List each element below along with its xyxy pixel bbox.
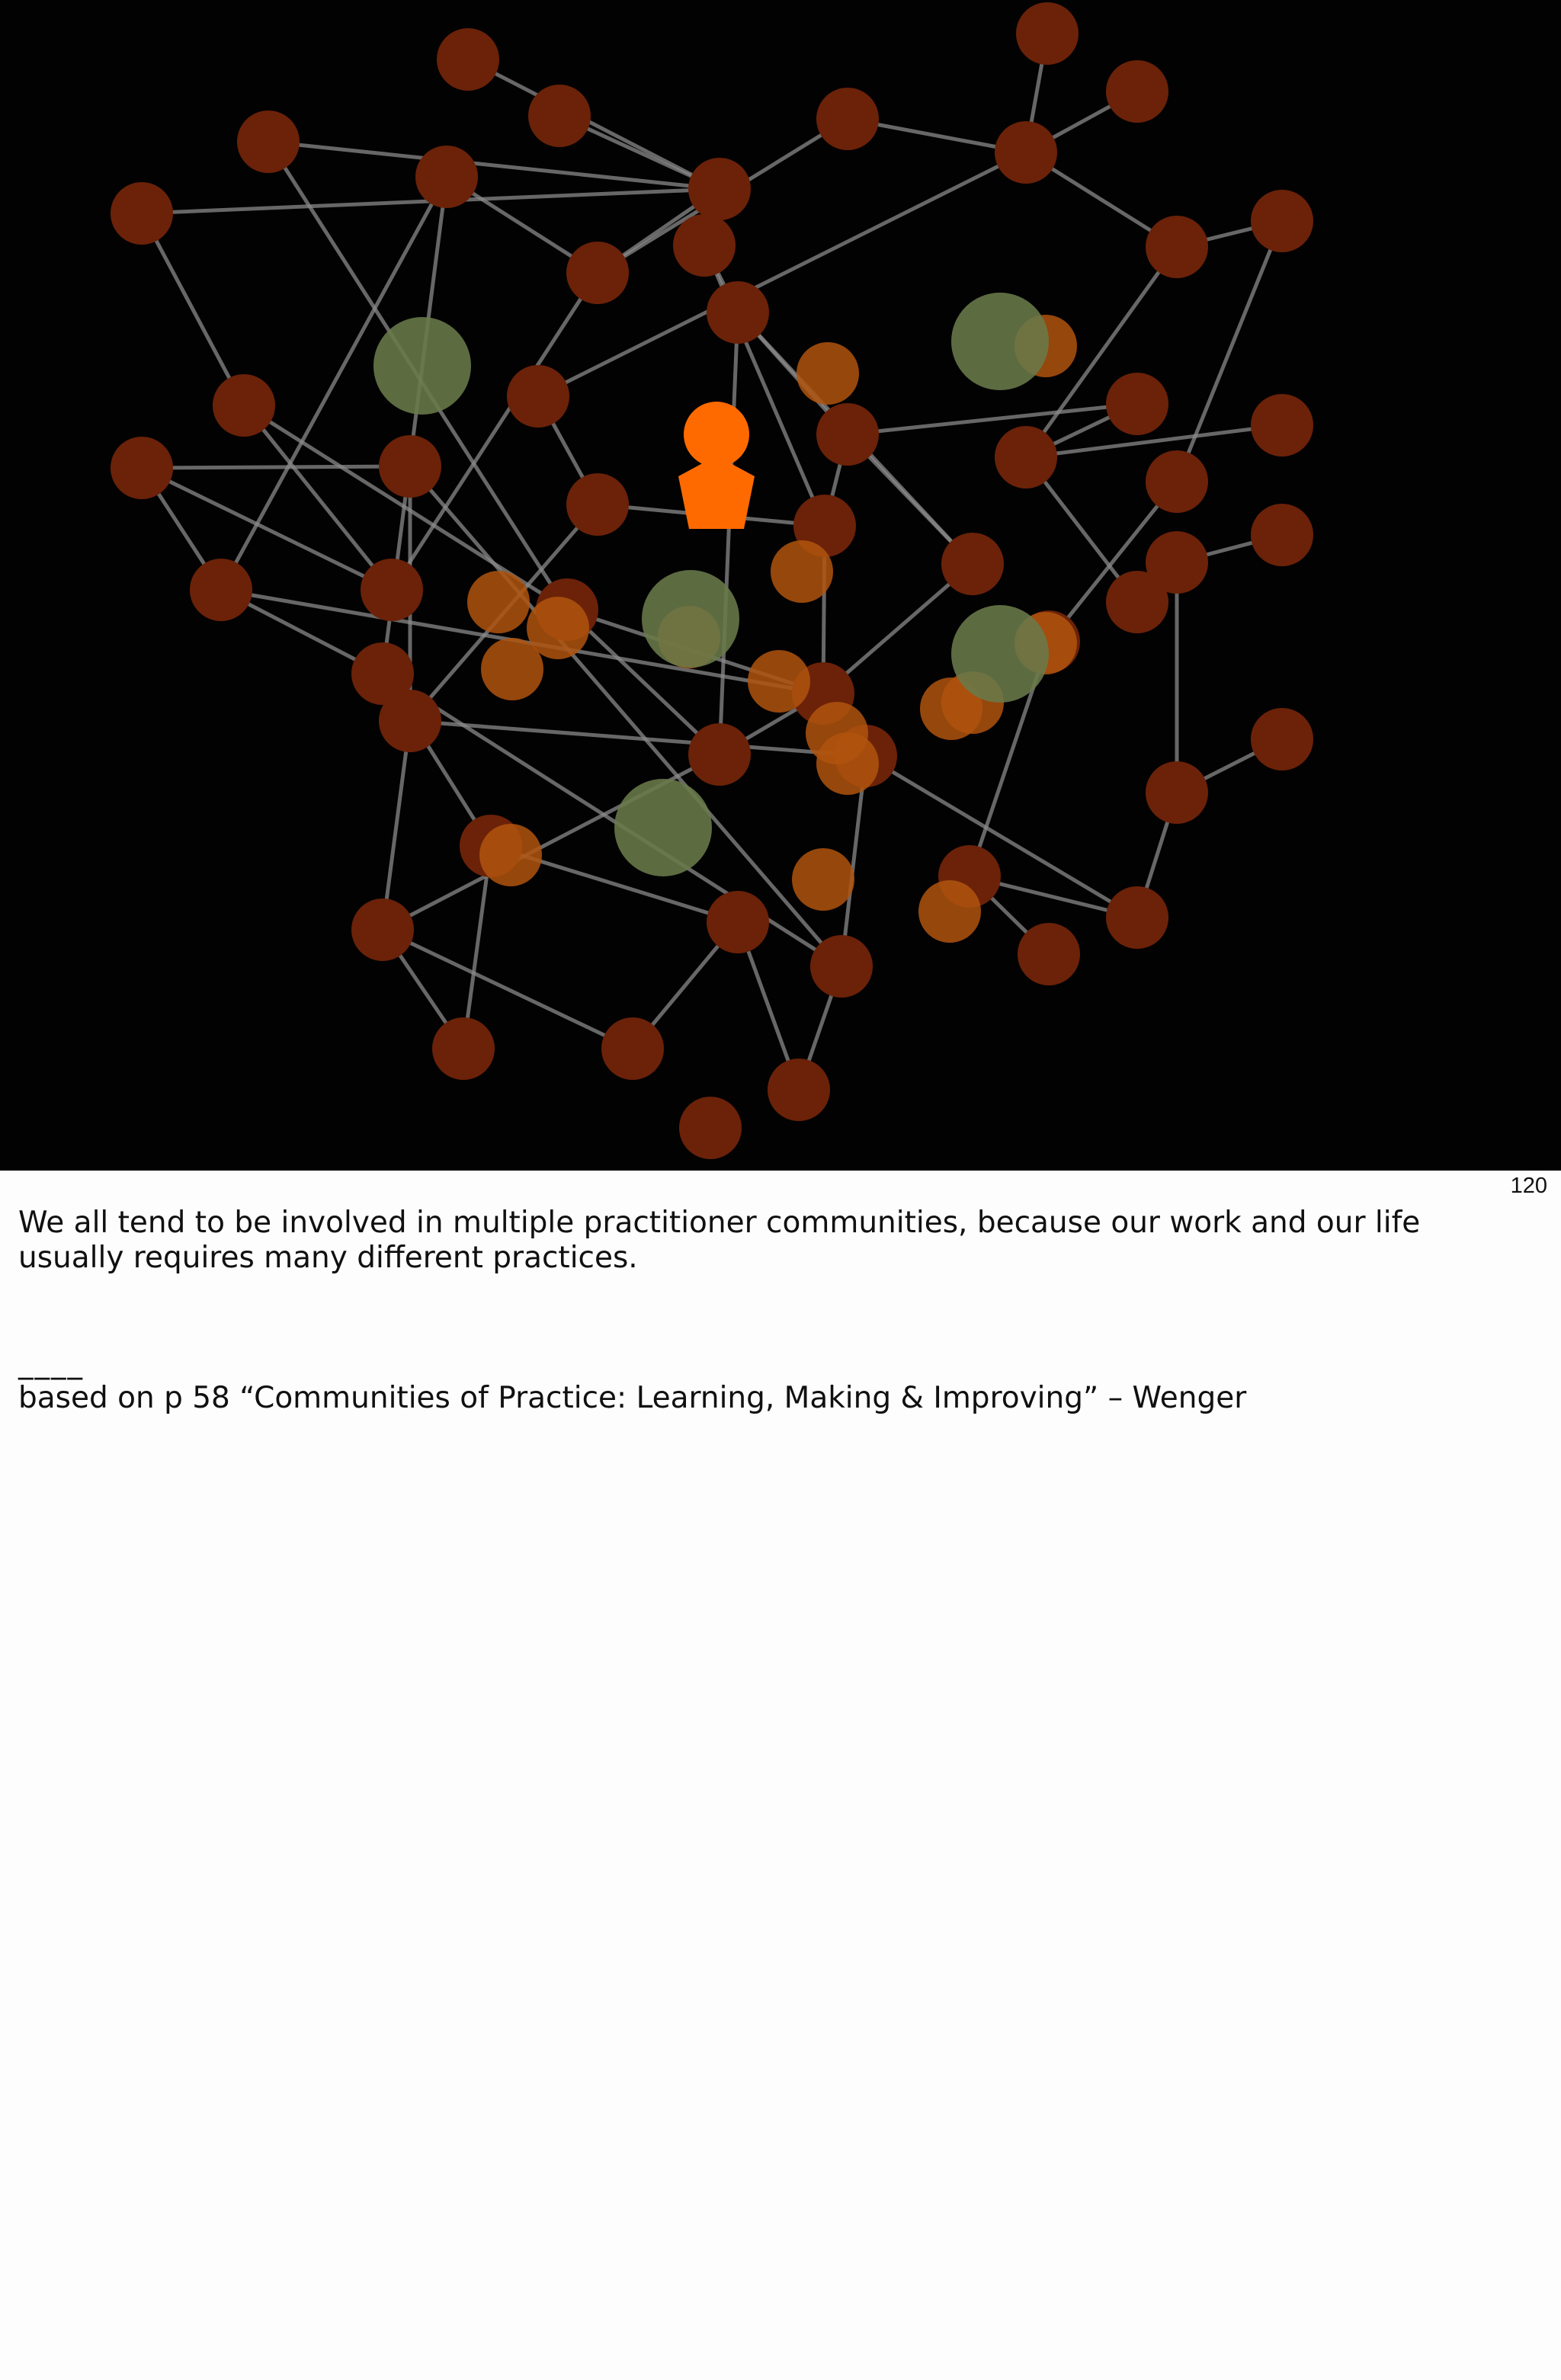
member-node xyxy=(707,891,769,953)
member-node xyxy=(190,559,252,621)
member-node xyxy=(816,403,879,466)
member-node xyxy=(437,28,499,91)
member-node xyxy=(1106,571,1168,633)
member-node xyxy=(748,650,810,713)
member-node xyxy=(810,935,873,998)
connection-line xyxy=(244,405,392,590)
member-node xyxy=(481,638,543,700)
member-node xyxy=(479,824,542,886)
member-node xyxy=(213,374,275,437)
member-node xyxy=(1018,923,1080,985)
member-node xyxy=(816,88,879,150)
member-node xyxy=(528,85,591,147)
member-node xyxy=(111,437,173,499)
member-node xyxy=(1106,373,1168,435)
member-node xyxy=(771,540,833,603)
member-node xyxy=(688,158,751,220)
member-node xyxy=(918,880,981,943)
community-node xyxy=(951,293,1049,390)
member-node xyxy=(941,533,1004,595)
member-node xyxy=(792,848,854,911)
member-node xyxy=(679,1097,742,1159)
member-node xyxy=(351,899,414,961)
connection-line xyxy=(383,721,410,930)
member-node xyxy=(566,473,629,536)
member-node xyxy=(768,1059,830,1121)
notes-body: We all tend to be involved in multiple practitioner communities, because our work and our life usually requires many different practices. xyxy=(18,1206,1421,1275)
member-node xyxy=(816,732,879,795)
notes-separator: ____ xyxy=(18,1346,84,1380)
member-node xyxy=(1106,886,1168,949)
connection-line xyxy=(383,674,841,966)
speaker-notes xyxy=(18,1206,1512,1416)
member-node xyxy=(361,559,423,621)
member-node xyxy=(1251,394,1313,456)
member-node xyxy=(467,571,530,633)
page-number: 120 xyxy=(1510,1174,1547,1198)
member-node xyxy=(995,121,1057,184)
community-network-diagram xyxy=(0,0,1561,1171)
community-node xyxy=(373,317,471,415)
connection-line xyxy=(383,930,633,1049)
connection-line xyxy=(268,142,720,189)
notes-source: based on p 58 “Communities of Practice: Learning, Making & Improving” – Wenger xyxy=(18,1381,1247,1415)
member-node xyxy=(111,182,173,245)
community-node xyxy=(951,605,1049,703)
connection-line xyxy=(142,466,410,468)
member-node xyxy=(707,281,769,344)
member-node xyxy=(1146,216,1208,278)
member-node xyxy=(1146,761,1208,824)
member-node xyxy=(673,214,736,277)
member-node xyxy=(1016,2,1079,65)
member-node xyxy=(1106,60,1168,123)
member-node xyxy=(601,1017,664,1080)
connection-line xyxy=(410,466,841,966)
member-node xyxy=(379,690,441,752)
connection-line xyxy=(410,721,866,756)
connection-line xyxy=(848,404,1137,434)
connection-line xyxy=(142,213,244,405)
person-icon xyxy=(678,402,755,529)
member-node xyxy=(415,146,478,208)
member-node xyxy=(507,365,569,428)
slide-image xyxy=(0,0,1561,1171)
member-node xyxy=(237,111,300,173)
member-node xyxy=(797,342,859,405)
member-node xyxy=(566,242,629,304)
connection-line xyxy=(720,312,738,754)
community-node xyxy=(642,570,739,668)
member-node xyxy=(1251,504,1313,566)
member-node xyxy=(688,723,751,786)
connection-line xyxy=(468,59,720,189)
community-node xyxy=(614,779,712,876)
member-node xyxy=(995,426,1057,488)
member-node xyxy=(1251,708,1313,770)
member-node xyxy=(432,1017,495,1080)
member-node xyxy=(1146,450,1208,513)
member-node xyxy=(379,435,441,498)
member-node xyxy=(1251,190,1313,252)
